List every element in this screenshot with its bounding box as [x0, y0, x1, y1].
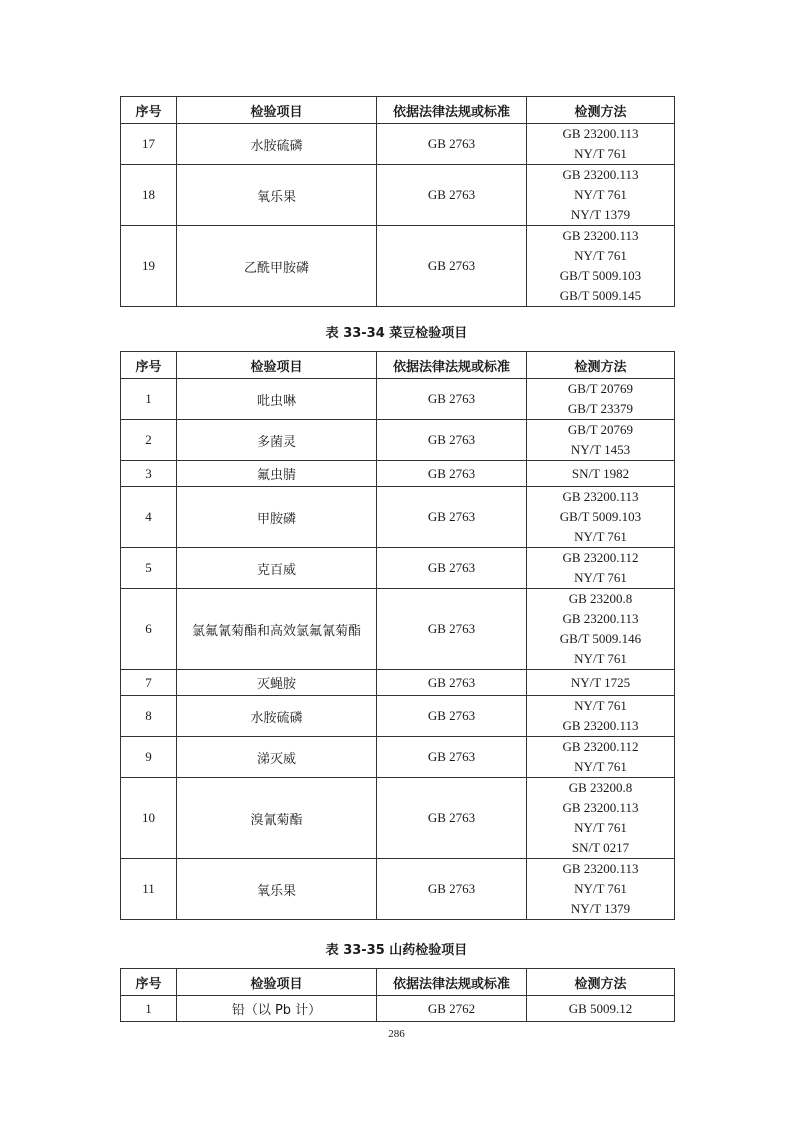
- cell-methods: [527, 996, 675, 1022]
- table-row: [121, 737, 675, 778]
- cell-item: 溴氰菊酯: [177, 778, 377, 859]
- method-line: GB/T 20769: [567, 381, 634, 396]
- cell-item: 氧乐果: [177, 165, 377, 226]
- cell-no: 6: [121, 589, 177, 670]
- cell-methods: [527, 420, 675, 461]
- cell-methods: [527, 165, 675, 226]
- cell-basis: GB 2763: [377, 124, 527, 165]
- table-row: [121, 420, 675, 461]
- cell-basis: GB 2763: [377, 420, 527, 461]
- table-header-row: [121, 969, 675, 996]
- table-row: [121, 696, 675, 737]
- method-line: GB/T 5009.145: [559, 288, 642, 303]
- cell-item: 氧乐果: [177, 859, 377, 920]
- method-line: GB 23200.8: [568, 780, 633, 795]
- method-line: NY/T 761: [574, 187, 627, 202]
- table-shanyao: [120, 968, 675, 1022]
- method-line: GB/T 5009.103: [559, 509, 642, 524]
- header-item: 检验项目: [177, 97, 377, 124]
- table-body: [121, 379, 675, 920]
- method-line: GB 23200.113: [562, 489, 639, 504]
- cell-no: 19: [121, 226, 177, 307]
- cell-item: 水胺硫磷: [177, 124, 377, 165]
- cell-item: 铅（以 Pb 计）: [177, 996, 377, 1022]
- method-line: NY/T 761: [574, 570, 627, 585]
- table-caption-caidou: 表 33-34 菜豆检验项目: [325, 326, 468, 341]
- table-row: [121, 461, 675, 487]
- table-row: [121, 778, 675, 859]
- cell-item: 氟虫腈: [177, 461, 377, 487]
- cell-no: 3: [121, 461, 177, 487]
- cell-no: 17: [121, 124, 177, 165]
- method-line: GB 23200.113: [562, 228, 639, 243]
- header-no: 序号: [121, 97, 177, 124]
- header-item: 检验项目: [177, 969, 377, 996]
- table-header-row: [121, 97, 675, 124]
- method-line: NY/T 761: [574, 248, 627, 263]
- method-line: GB 23200.112: [562, 550, 639, 565]
- cell-item: 氯氟氰菊酯和高效氯氟氰菊酯: [177, 589, 377, 670]
- cell-no: 18: [121, 165, 177, 226]
- header-item: 检验项目: [177, 352, 377, 379]
- header-method: 检测方法: [527, 97, 675, 124]
- cell-methods: [527, 737, 675, 778]
- method-line: NY/T 1379: [570, 901, 631, 916]
- table-body: [121, 124, 675, 307]
- method-line: SN/T 1982: [571, 465, 630, 481]
- cell-no: 8: [121, 696, 177, 737]
- method-line: GB/T 23379: [567, 401, 634, 416]
- page-number: 286: [388, 1028, 405, 1040]
- method-line: NY/T 761: [574, 651, 627, 666]
- method-line: GB 23200.113: [562, 611, 639, 626]
- cell-methods: [527, 124, 675, 165]
- cell-no: 5: [121, 548, 177, 589]
- cell-item: 水胺硫磷: [177, 696, 377, 737]
- cell-no: 1: [121, 379, 177, 420]
- method-line: SN/T 0217: [571, 840, 630, 855]
- cell-basis: GB 2763: [377, 165, 527, 226]
- table-row: [121, 670, 675, 696]
- cell-no: 9: [121, 737, 177, 778]
- header-no: 序号: [121, 352, 177, 379]
- cell-basis: GB 2763: [377, 737, 527, 778]
- cell-basis: GB 2763: [377, 379, 527, 420]
- cell-basis: GB 2763: [377, 461, 527, 487]
- method-line: NY/T 1453: [570, 442, 631, 457]
- method-line: NY/T 761: [574, 146, 627, 161]
- cell-methods: [527, 859, 675, 920]
- cell-no: 1: [121, 996, 177, 1022]
- cell-basis: GB 2762: [377, 996, 527, 1022]
- table-caidou: [120, 351, 675, 920]
- cell-basis: GB 2763: [377, 548, 527, 589]
- method-line: GB 23200.113: [562, 800, 639, 815]
- cell-methods: [527, 589, 675, 670]
- cell-item: 吡虫啉: [177, 379, 377, 420]
- method-line: NY/T 761: [574, 759, 627, 774]
- header-basis: 依据法律法规或标准: [377, 97, 527, 124]
- cell-no: 11: [121, 859, 177, 920]
- header-no: 序号: [121, 969, 177, 996]
- cell-methods: [527, 226, 675, 307]
- cell-methods: [527, 696, 675, 737]
- method-line: GB/T 5009.146: [559, 631, 642, 646]
- method-line: NY/T 761: [574, 820, 627, 835]
- cell-basis: GB 2763: [377, 859, 527, 920]
- method-line: NY/T 1379: [570, 207, 631, 222]
- cell-item: 乙酰甲胺磷: [177, 226, 377, 307]
- header-method: 检测方法: [527, 969, 675, 996]
- cell-methods: [527, 461, 675, 487]
- table-row: [121, 124, 675, 165]
- table-row: [121, 859, 675, 920]
- header-basis: 依据法律法规或标准: [377, 352, 527, 379]
- method-line: GB 23200.113: [562, 126, 639, 141]
- table-body: [121, 996, 675, 1022]
- cell-methods: [527, 778, 675, 859]
- cell-item: 克百威: [177, 548, 377, 589]
- cell-methods: [527, 670, 675, 696]
- table-row: [121, 487, 675, 548]
- cell-no: 10: [121, 778, 177, 859]
- method-line: GB 23200.113: [562, 718, 639, 733]
- table-row: [121, 165, 675, 226]
- table-header-row: [121, 352, 675, 379]
- cell-item: 涕灭威: [177, 737, 377, 778]
- method-line: GB/T 5009.103: [559, 268, 642, 283]
- cell-basis: GB 2763: [377, 778, 527, 859]
- method-line: GB 23200.113: [562, 167, 639, 182]
- cell-item: 甲胺磷: [177, 487, 377, 548]
- method-line: GB 23200.112: [562, 739, 639, 754]
- method-line: NY/T 761: [574, 698, 627, 713]
- table-continued: [120, 96, 675, 307]
- header-method: 检测方法: [527, 352, 675, 379]
- cell-no: 2: [121, 420, 177, 461]
- cell-methods: [527, 487, 675, 548]
- header-basis: 依据法律法规或标准: [377, 969, 527, 996]
- cell-basis: GB 2763: [377, 696, 527, 737]
- table-row: [121, 996, 675, 1022]
- table-row: [121, 379, 675, 420]
- cell-no: 7: [121, 670, 177, 696]
- method-line: GB 23200.8: [568, 591, 633, 606]
- method-line: NY/T 761: [574, 529, 627, 544]
- method-line: GB 5009.12: [568, 1000, 633, 1016]
- method-line: NY/T 1725: [570, 674, 631, 690]
- method-line: GB 23200.113: [562, 861, 639, 876]
- method-line: NY/T 761: [574, 881, 627, 896]
- cell-basis: GB 2763: [377, 226, 527, 307]
- cell-basis: GB 2763: [377, 670, 527, 696]
- method-line: GB/T 20769: [567, 422, 634, 437]
- cell-methods: [527, 548, 675, 589]
- table-row: [121, 548, 675, 589]
- cell-item: 多菌灵: [177, 420, 377, 461]
- cell-item: 灭蝇胺: [177, 670, 377, 696]
- table-caption-shanyao: 表 33-35 山药检验项目: [325, 943, 468, 958]
- table-row: [121, 589, 675, 670]
- table-row: [121, 226, 675, 307]
- cell-basis: GB 2763: [377, 589, 527, 670]
- cell-methods: [527, 379, 675, 420]
- cell-basis: GB 2763: [377, 487, 527, 548]
- cell-no: 4: [121, 487, 177, 548]
